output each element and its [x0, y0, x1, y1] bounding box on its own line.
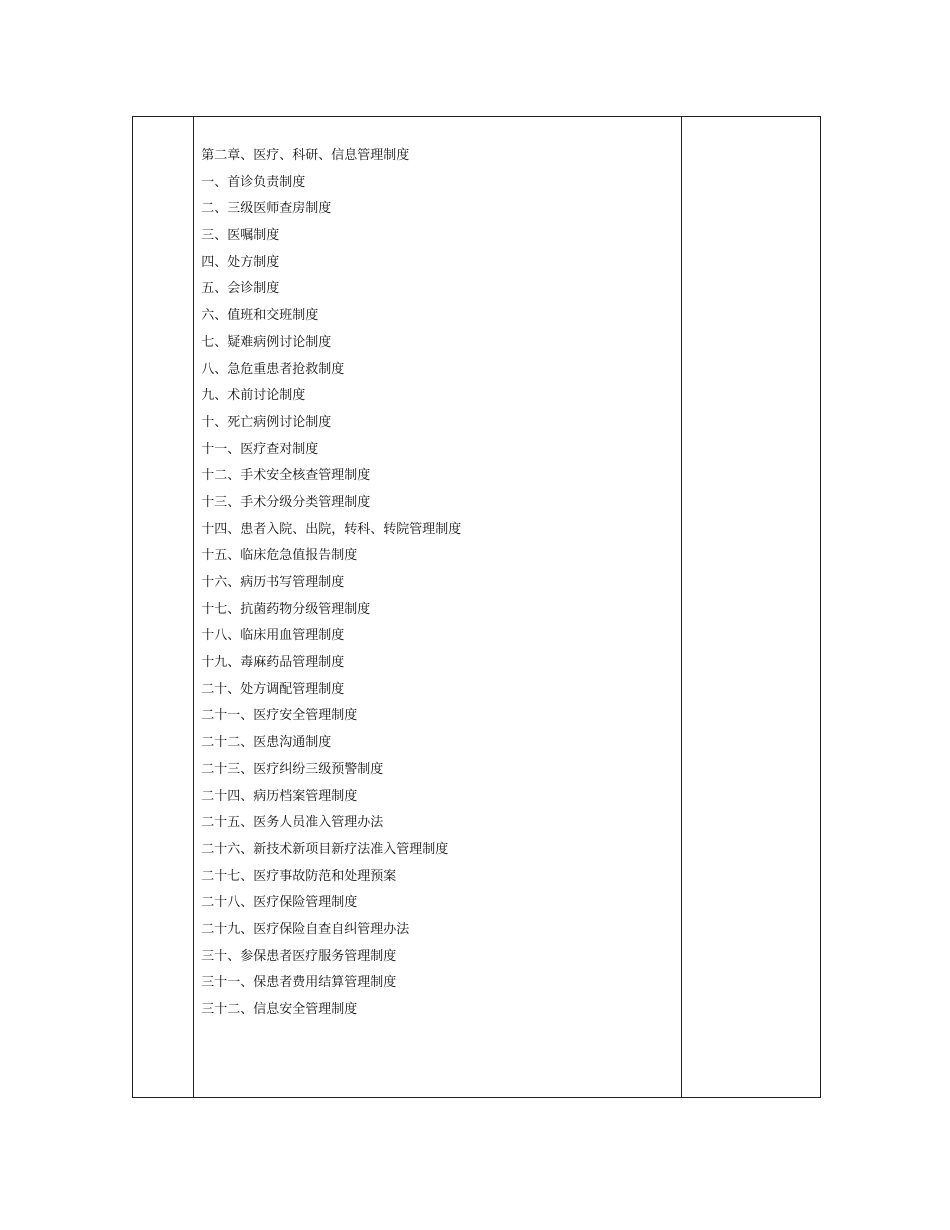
list-item: 六、值班和交班制度 — [201, 308, 319, 324]
table-row — [133, 117, 821, 1098]
document-table — [132, 116, 821, 1098]
list-item: 二十一、医疗安全管理制度 — [201, 708, 358, 724]
regulation-list — [194, 117, 681, 1027]
list-item: 八、急危重患者抢救制度 — [201, 361, 345, 377]
list-item: 十一、医疗查对制度 — [201, 441, 319, 457]
list-item: 十、死亡病例讨论制度 — [201, 414, 332, 430]
list-item: 二十九、医疗保险自查自纠管理办法 — [201, 921, 410, 937]
list-item: 二十七、医疗事故防范和处理预案 — [201, 868, 397, 884]
left-cell — [133, 117, 194, 1098]
list-item: 十三、手术分级分类管理制度 — [201, 494, 371, 510]
list-item: 二十八、医疗保险管理制度 — [201, 895, 358, 911]
list-item: 十五、临床危急值报告制度 — [201, 548, 358, 564]
list-item: 一、首诊负责制度 — [201, 174, 306, 190]
list-item: 二十二、医患沟通制度 — [201, 735, 332, 751]
list-item: 五、会诊制度 — [201, 281, 280, 297]
list-item: 二十、处方调配管理制度 — [201, 681, 345, 697]
list-item: 二十五、医务人员准入管理办法 — [201, 815, 384, 831]
list-item: 十二、手术安全核查管理制度 — [201, 468, 371, 484]
list-item: 二十三、医疗纠纷三级预警制度 — [201, 761, 384, 777]
list-item: 三十二、信息安全管理制度 — [201, 1002, 358, 1017]
list-item: 四、处方制度 — [201, 254, 280, 270]
list-item: 二十六、新技术新项目新疗法准入管理制度 — [201, 841, 449, 857]
list-item: 十六、病历书写管理制度 — [201, 575, 345, 590]
chapter-title: 第二章、医疗、科研、信息管理制度 — [201, 148, 410, 163]
list-item: 七、疑难病例讨论制度 — [201, 334, 332, 350]
list-item: 三、医嘱制度 — [201, 228, 280, 244]
right-cell — [682, 117, 821, 1098]
list-item: 二十四、病历档案管理制度 — [201, 788, 358, 804]
content-cell — [194, 117, 682, 1098]
list-item: 十八、临床用血管理制度 — [201, 628, 345, 644]
list-item: 十四、患者入院、出院，转科、转院管理制度 — [201, 521, 462, 537]
list-item: 二、三级医师查房制度 — [201, 201, 332, 217]
list-item: 三十、参保患者医疗服务管理制度 — [201, 948, 397, 964]
list-item: 九、术前讨论制度 — [201, 388, 306, 404]
list-item: 三十一、保患者费用结算管理制度 — [201, 975, 397, 991]
list-item: 十七、抗菌药物分级管理制度 — [201, 601, 371, 617]
list-item: 十九、毒麻药品管理制度 — [201, 655, 345, 671]
